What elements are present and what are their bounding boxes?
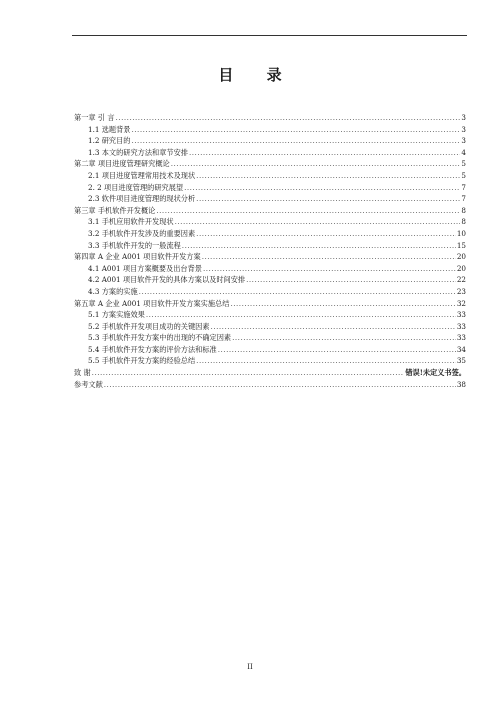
toc-entry-page: 23 <box>456 286 466 296</box>
toc-dot-leader <box>211 321 456 333</box>
toc-entry-page: 5 <box>461 159 466 169</box>
toc-entry-page: 32 <box>456 298 466 308</box>
table-of-contents <box>74 112 466 390</box>
toc-dot-leader <box>196 228 456 240</box>
toc-entry-page: 33 <box>456 333 466 343</box>
toc-entry-page: 3 <box>461 124 466 134</box>
toc-entry[interactable] <box>74 379 466 391</box>
toc-entry-page: 15 <box>456 240 466 250</box>
toc-entry-page: 错误!未定义书签。 <box>405 368 466 378</box>
toc-entry[interactable] <box>74 298 466 310</box>
toc-entry[interactable] <box>74 344 466 356</box>
toc-entry-label: 致 谢 <box>74 368 91 378</box>
toc-entry[interactable] <box>74 205 466 217</box>
toc-title: 目 录 <box>218 66 296 84</box>
toc-entry-page: 35 <box>456 356 466 366</box>
toc-entry-label: 4.2 A001 项目软件开发的具体方案以及时间安排 <box>88 275 246 285</box>
toc-dot-leader <box>196 193 460 205</box>
toc-entry-page: 3 <box>461 136 466 146</box>
toc-entry-label: 参考文献 <box>74 379 103 389</box>
toc-entry-page: 38 <box>456 379 466 389</box>
toc-entry-label: 2.1 项目进度管理常用技术及现状 <box>88 170 196 180</box>
toc-dot-leader <box>202 251 456 263</box>
toc-entry[interactable] <box>74 135 466 147</box>
toc-dot-leader <box>246 274 456 286</box>
toc-entry-page: 7 <box>461 194 466 204</box>
toc-entry[interactable] <box>74 263 466 275</box>
toc-entry[interactable] <box>74 367 466 379</box>
toc-entry[interactable] <box>74 355 466 367</box>
toc-entry[interactable] <box>74 309 466 321</box>
toc-entry[interactable] <box>74 228 466 240</box>
toc-dot-leader <box>232 332 456 344</box>
header-rule <box>72 35 467 36</box>
toc-dot-leader <box>104 379 456 391</box>
toc-dot-leader <box>184 182 460 194</box>
toc-dot-leader <box>203 263 456 275</box>
toc-dot-leader <box>196 355 456 367</box>
toc-entry[interactable] <box>74 321 466 333</box>
toc-entry-page: 20 <box>456 263 466 273</box>
toc-entry-label: 2. 2 项目进度管理的研究展望 <box>88 182 184 192</box>
toc-dot-leader <box>116 112 461 124</box>
toc-entry-page: 8 <box>461 217 466 227</box>
toc-entry-page: 33 <box>456 310 466 320</box>
toc-entry[interactable] <box>74 124 466 136</box>
toc-entry-page: 8 <box>461 205 466 215</box>
toc-dot-leader <box>131 135 460 147</box>
toc-entry[interactable] <box>74 274 466 286</box>
toc-dot-leader <box>139 286 456 298</box>
toc-entry[interactable] <box>74 286 466 298</box>
toc-entry[interactable] <box>74 147 466 159</box>
toc-dot-leader <box>175 216 461 228</box>
toc-entry-page: 33 <box>456 321 466 331</box>
toc-entry-label: 1.3 本文的研究方法和章节安排 <box>88 147 188 157</box>
toc-entry-label: 第四章 A 企业 A001 项目软件开发方案 <box>74 252 201 262</box>
toc-entry-page: 7 <box>461 182 466 192</box>
toc-dot-leader <box>230 298 455 310</box>
toc-entry-label: 1.1 选题背景 <box>88 124 131 134</box>
toc-entry-label: 5.5 手机软件开发方案的经验总结 <box>88 356 196 366</box>
toc-dot-leader <box>92 367 405 379</box>
toc-entry-label: 第三章 手机软件开发概论 <box>74 205 156 215</box>
toc-entry[interactable] <box>74 251 466 263</box>
toc-dot-leader <box>218 344 456 356</box>
toc-entry[interactable] <box>74 193 466 205</box>
toc-entry-label: 5.1 方案实施效果 <box>88 310 145 320</box>
toc-entry-page: 5 <box>461 170 466 180</box>
toc-entry-label: 3.3 手机软件开发的一般流程 <box>88 240 181 250</box>
toc-entry-page: 3 <box>461 113 466 122</box>
toc-entry-label: 1.2 研究目的 <box>88 136 131 146</box>
toc-entry[interactable] <box>74 170 466 182</box>
toc-entry-label: 第一章 引 言 <box>74 113 115 122</box>
toc-dot-leader <box>156 205 460 217</box>
toc-entry-label: 第二章 项目进度管理研究概论 <box>74 159 170 169</box>
toc-entry-label: 5.3 手机软件开发方案中的出现的不确定因素 <box>88 333 232 343</box>
toc-entry-page: 10 <box>456 228 466 238</box>
toc-dot-leader <box>171 158 461 170</box>
toc-entry-label: 5.4 手机软件开发方案的评价方法和标准 <box>88 344 217 354</box>
toc-dot-leader <box>182 240 456 252</box>
toc-entry-label: 2.3 软件项目进度管理的现状分析 <box>88 194 196 204</box>
toc-entry-label: 4.3 方案的实施 <box>88 286 138 296</box>
toc-entry-page: 22 <box>456 275 466 285</box>
toc-entry[interactable] <box>74 332 466 344</box>
toc-entry-label: 第五章 A 企业 A001 项目软件开发方案实施总结 <box>74 298 230 308</box>
toc-entry-label: 4.1 A001 项目方案概要及出台背景 <box>88 263 202 273</box>
toc-entry-label: 3.2 手机软件开发涉及的重要因素 <box>88 228 196 238</box>
toc-entry[interactable] <box>74 182 466 194</box>
toc-entry[interactable] <box>74 112 466 124</box>
toc-dot-leader <box>131 124 460 136</box>
toc-entry-label: 3.1 手机应用软件开发现状 <box>88 217 174 227</box>
toc-entry[interactable] <box>74 216 466 228</box>
toc-dot-leader <box>146 309 456 321</box>
toc-entry-page: 4 <box>461 147 466 157</box>
toc-entry-page: 34 <box>456 344 466 354</box>
page-number: II <box>247 663 253 671</box>
toc-dot-leader <box>196 170 460 182</box>
toc-dot-leader <box>189 147 460 159</box>
toc-entry-label: 5.2 手机软件开发项目成功的关键因素 <box>88 321 210 331</box>
toc-entry-page: 20 <box>456 252 466 262</box>
toc-entry[interactable] <box>74 240 466 252</box>
toc-entry[interactable] <box>74 158 466 170</box>
